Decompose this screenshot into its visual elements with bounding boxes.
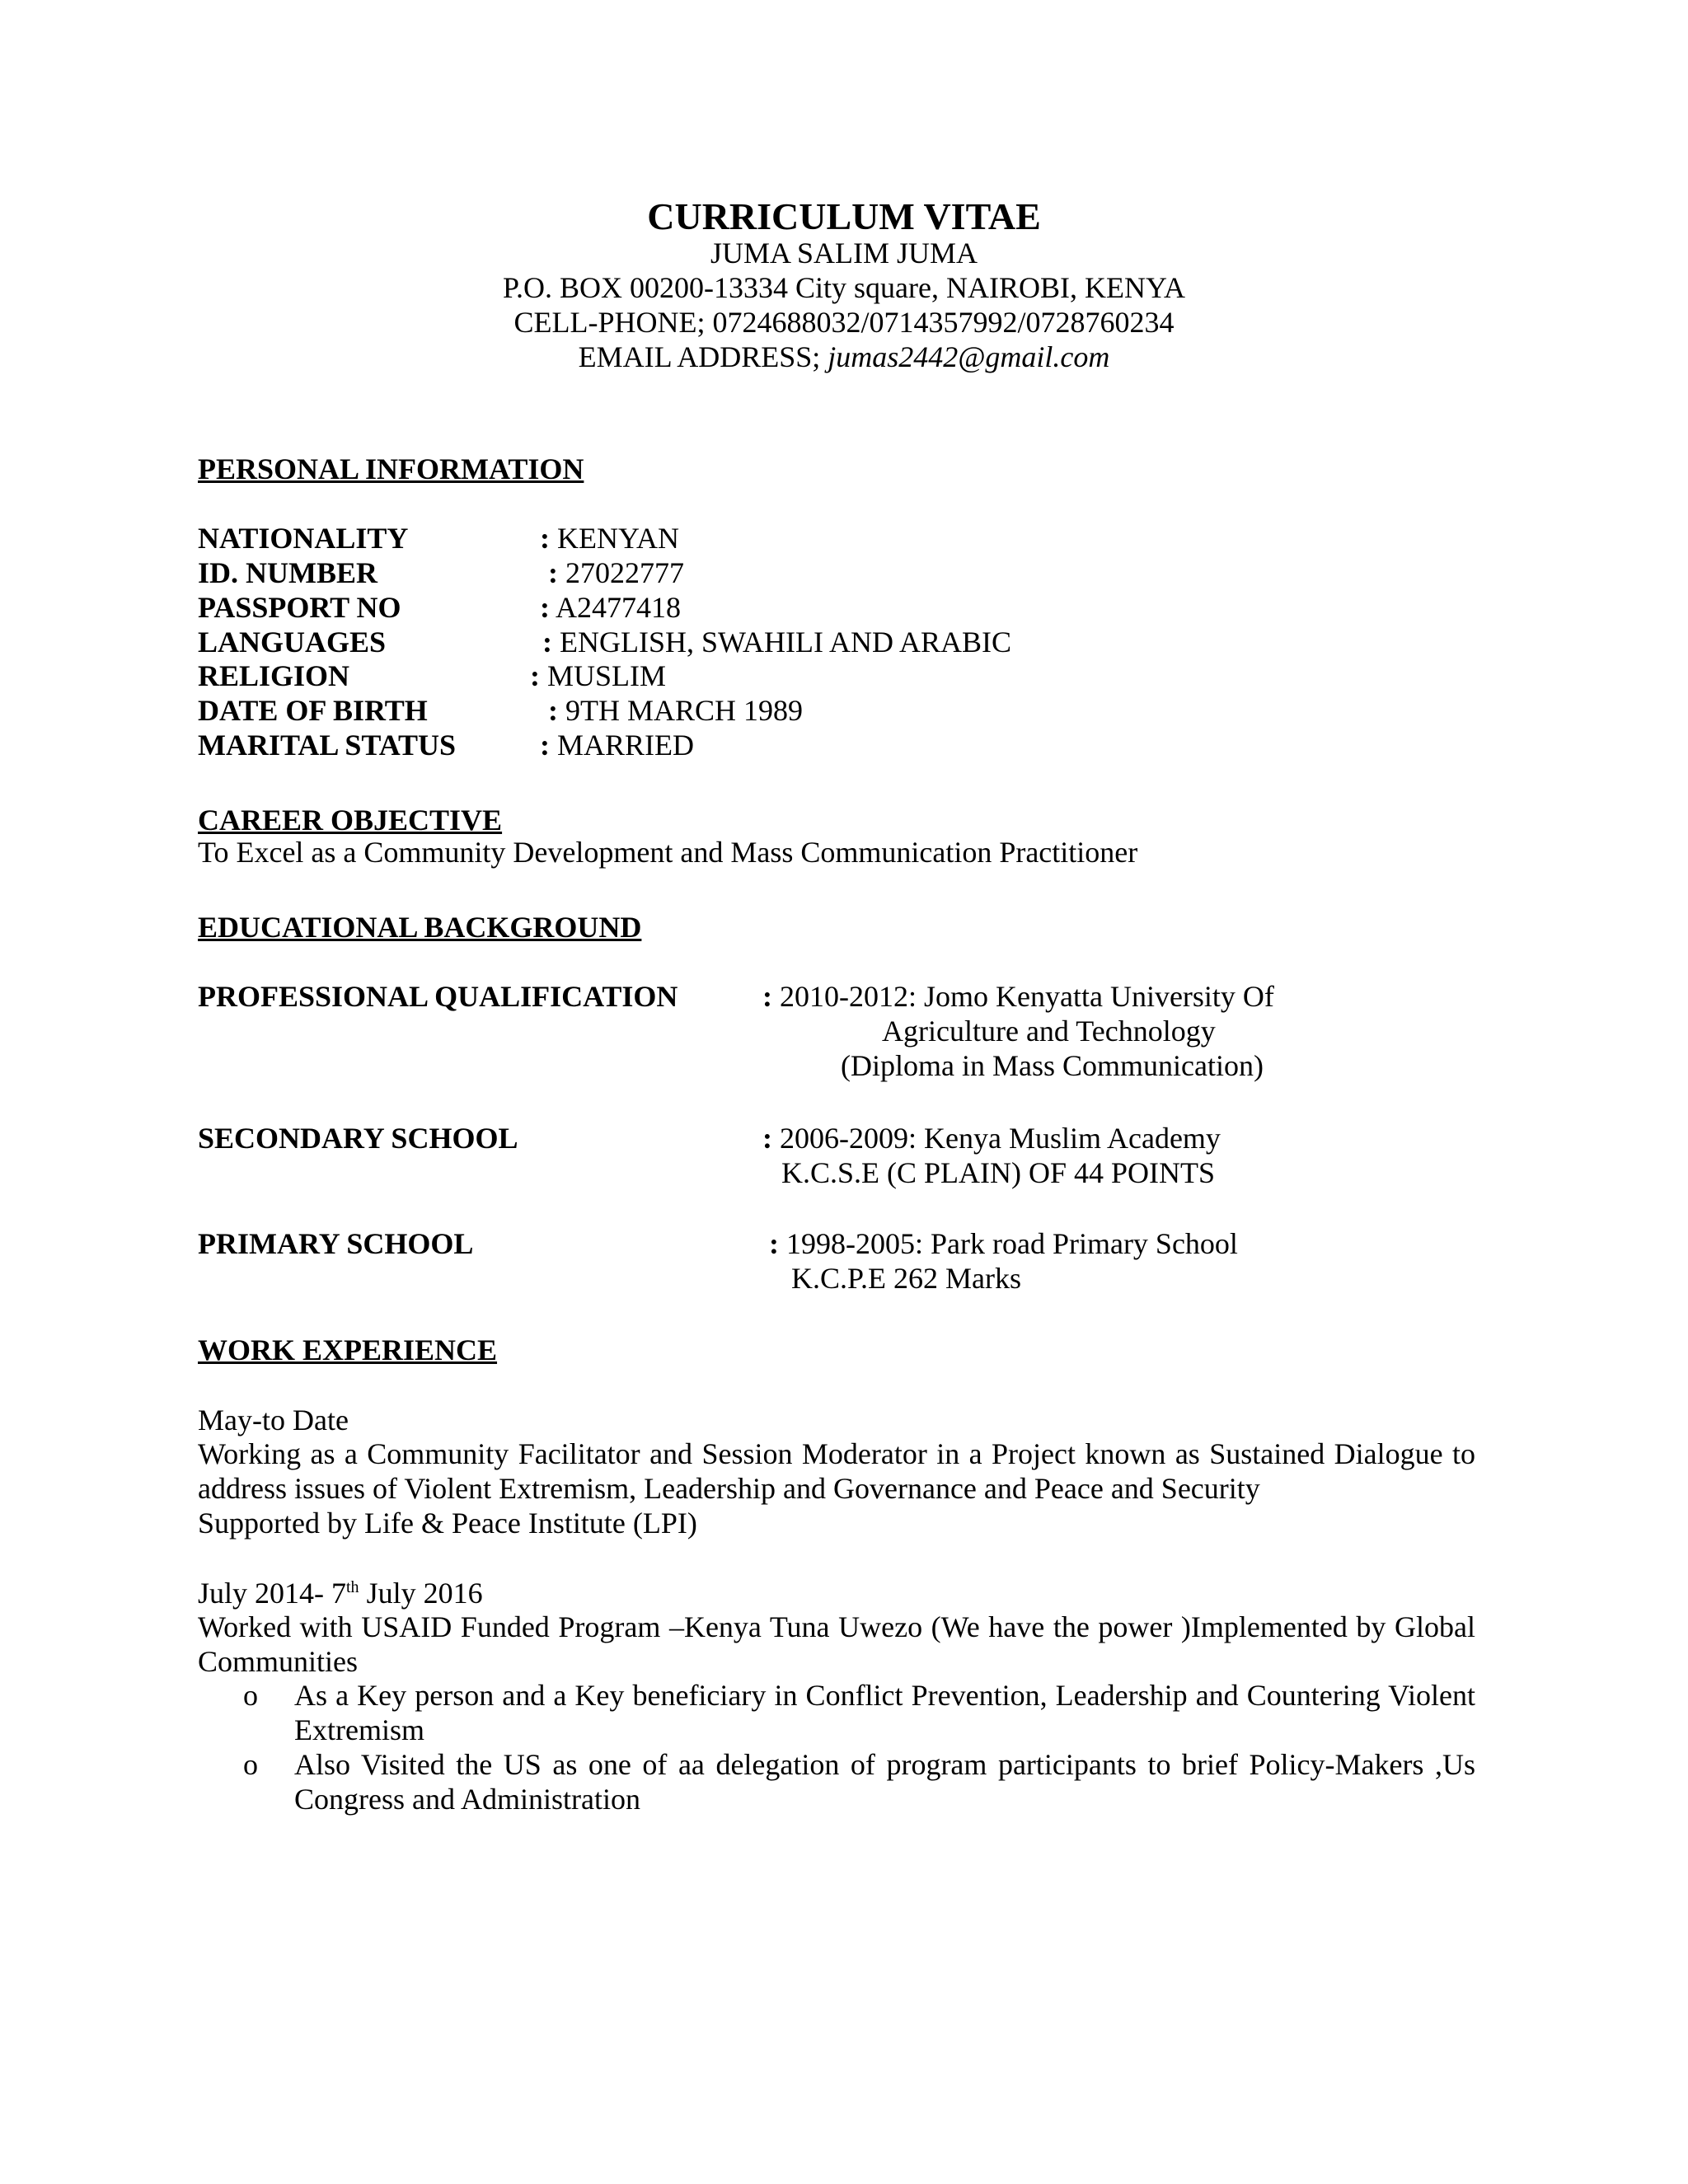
languages-value: : ENGLISH, SWAHILI AND ARABIC [542, 626, 1011, 658]
religion-label: RELIGION [198, 659, 350, 692]
bullet-marker: o [243, 1748, 258, 1781]
job1-description: Working as a Community Facilitator and Session Moderator in a Project known as Sustained Dialogue to address issues of Violent Extremism, Leadership and Governance and Peace and Security [198, 1437, 1475, 1505]
career-objective-text: To Excel as a Community Development and Mass Communication Practitioner [198, 836, 1138, 869]
education-heading: EDUCATIONAL BACKGROUND [198, 911, 642, 944]
professional-qualification-line1: : 2010-2012: Jomo Kenyatta University Of [762, 980, 1274, 1013]
secondary-school-line2: K.C.S.E (C PLAIN) OF 44 POINTS [781, 1156, 1216, 1189]
dob-value: : 9TH MARCH 1989 [548, 694, 804, 727]
job2-bullet-1 [0, 1678, 1688, 1747]
job2-description: Worked with USAID Funded Program –Kenya Tuna Uwezo (We have the power )Implemented by Global Communities [198, 1610, 1475, 1678]
career-objective-heading: CAREER OBJECTIVE [198, 804, 503, 837]
passport-label: PASSPORT NO [198, 591, 401, 624]
nationality-label: NATIONALITY [198, 522, 409, 555]
professional-qualification-label: PROFESSIONAL QUALIFICATION [198, 980, 678, 1013]
id-number-value: : 27022777 [548, 556, 684, 589]
cv-title: CURRICULUM VITAE [647, 195, 1041, 237]
id-number-label: ID. NUMBER [198, 556, 378, 589]
personal-info-heading: PERSONAL INFORMATION [198, 452, 584, 485]
job2-date: July 2014- 7th July 2016 [198, 1577, 483, 1610]
bullet-text: As a Key person and a Key beneficiary in Conflict Prevention, Leadership and Countering Violent Extremism [294, 1679, 1475, 1746]
email-label: EMAIL ADDRESS; [578, 340, 828, 373]
marital-status-value: : MARRIED [540, 729, 695, 762]
passport-value: : A2477418 [540, 591, 682, 624]
job1-support: Supported by Life & Peace Institute (LPI) [198, 1507, 697, 1540]
postal-address: P.O. BOX 00200-13334 City square, NAIROBI, KENYA [503, 271, 1185, 304]
phone-numbers: CELL-PHONE; 0724688032/0714357992/0728760234 [513, 306, 1175, 339]
bullet-text: Also Visited the US as one of aa delegation of program participants to brief Policy-Makers ,Us Congress and Administration [294, 1748, 1475, 1816]
work-experience-heading: WORK EXPERIENCE [198, 1333, 498, 1366]
job2-bullet-2 [0, 1747, 1688, 1816]
job1-date: May-to Date [198, 1404, 349, 1436]
professional-qualification-line2: Agriculture and Technology [882, 1015, 1216, 1047]
bullet-marker: o [243, 1679, 258, 1712]
secondary-school-line1: : 2006-2009: Kenya Muslim Academy [762, 1122, 1221, 1155]
religion-value: : MUSLIM [530, 659, 667, 692]
secondary-school-label: SECONDARY SCHOOL [198, 1122, 518, 1155]
primary-school-line2: K.C.P.E 262 Marks [791, 1262, 1022, 1295]
primary-school-line1: : 1998-2005: Park road Primary School [769, 1227, 1238, 1260]
professional-qualification-line3: (Diploma in Mass Communication) [841, 1049, 1264, 1082]
email-address[interactable]: jumas2442@gmail.com [828, 340, 1110, 373]
languages-label: LANGUAGES [198, 626, 387, 658]
email-line [0, 340, 1688, 374]
dob-label: DATE OF BIRTH [198, 694, 428, 727]
primary-school-label: PRIMARY SCHOOL [198, 1227, 474, 1260]
marital-status-label: MARITAL STATUS [198, 729, 457, 762]
applicant-name: JUMA SALIM JUMA [710, 237, 978, 269]
nationality-value: : KENYAN [540, 522, 679, 555]
